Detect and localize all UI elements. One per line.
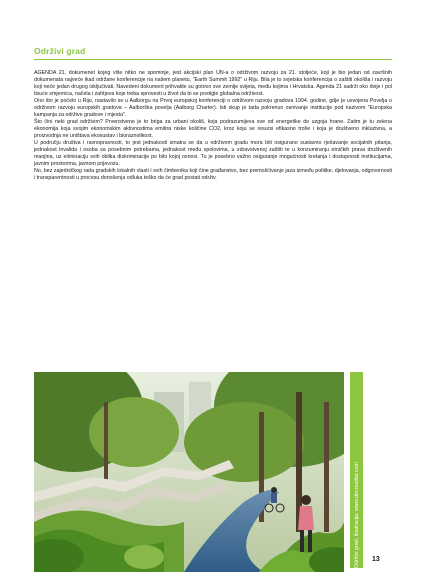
paragraph: Što čini neki grad održivim? Prvenstveno je to briga za urbani okoliš, koja podrazumijeva sve od energetike do uzgoja hrane. Zatim je tu zelena ekonomija koja svojim ekonomskim aktivnostima emitira niske količine CO2, kroz koju se resursi efikasno troše i koja je društveno inkluzivna, a proizvodnja ne uništava ekosustav i bioraznolikost. bbox=[34, 119, 392, 139]
green-city-illustration bbox=[34, 372, 344, 572]
title-divider bbox=[34, 59, 392, 60]
paragraph: Ono što je počelo u Riju, nastavilo se u Aalborgu na Prvoj europskoj konferenciji o održivom razvoju gradova 1994. godine, gdje je usvojena Povelja o održivom razvoju europskih gradova – Aalborška povelja (Aalborg Charter). Isti skup je tada pokrenuo osnivanje institucije pod nazivom "Europska kampanja za održive gradove i mjesta". bbox=[34, 98, 392, 118]
image-caption: Održivi grad, ilustracija: www.decorallist.com bbox=[353, 461, 360, 568]
caption-sidebar-label-wrap bbox=[350, 372, 363, 568]
section-title: Održivi grad bbox=[34, 46, 86, 56]
paragraph: U području društva i ravnopravnosti, to jest jednakosti smatra se da u održivom gradu mora biti osigurano sustavno rješavanje socijalnih pitanja, jednakost invalida i osoba sa posebnim potrebama, jednakost među spolovima, u zdravstvenoj zaštiti te u konzumiranju etničkih prava društvenih manjina, uz eliminaciju svih oblika diskriminacije po bilo kojoj osnovi. Tu je posebno važno osiguranje mogućnosti kretanja i dostupnosti institucijama, javnim prostorima, javnom prijevozu. bbox=[34, 140, 392, 167]
paragraph: No, bez zajedničkog rada gradskih lokalnih vlasti i svih čimbenika koji čine građanstvo, bez premošćivanje jaza između politike, djelovanja, odgovornosti i transparentnosti u procesu donošenja odluka teško da će grad postati održiv. bbox=[34, 168, 392, 181]
page-number: 13 bbox=[372, 556, 380, 563]
article-body bbox=[34, 70, 392, 182]
paragraph: AGENDA 21, dokumenet kojeg više nitko ne spominje, jest akcijski plan UN-a o održivom razvoju za 21. stoljeće, koji je bio jedan od završnih dokumenata najveće ikad održane konferencije na našem planetu, "Earth Summit 1992" u Riju. Bila je to svjetska konferencija o zaštiti okoliša i razvoju koji neće jedan drugog isključivati. Navedeni dokument prihvatile su gotovo sve zemlje svijeta, među kojima i Hrvatska. Agenda 21 sadrži oko dvije i pol tisuće smjernica, načela i zahtjeva koje treba sprovesti u život da bi se postigle globalna održivost. bbox=[34, 70, 392, 97]
